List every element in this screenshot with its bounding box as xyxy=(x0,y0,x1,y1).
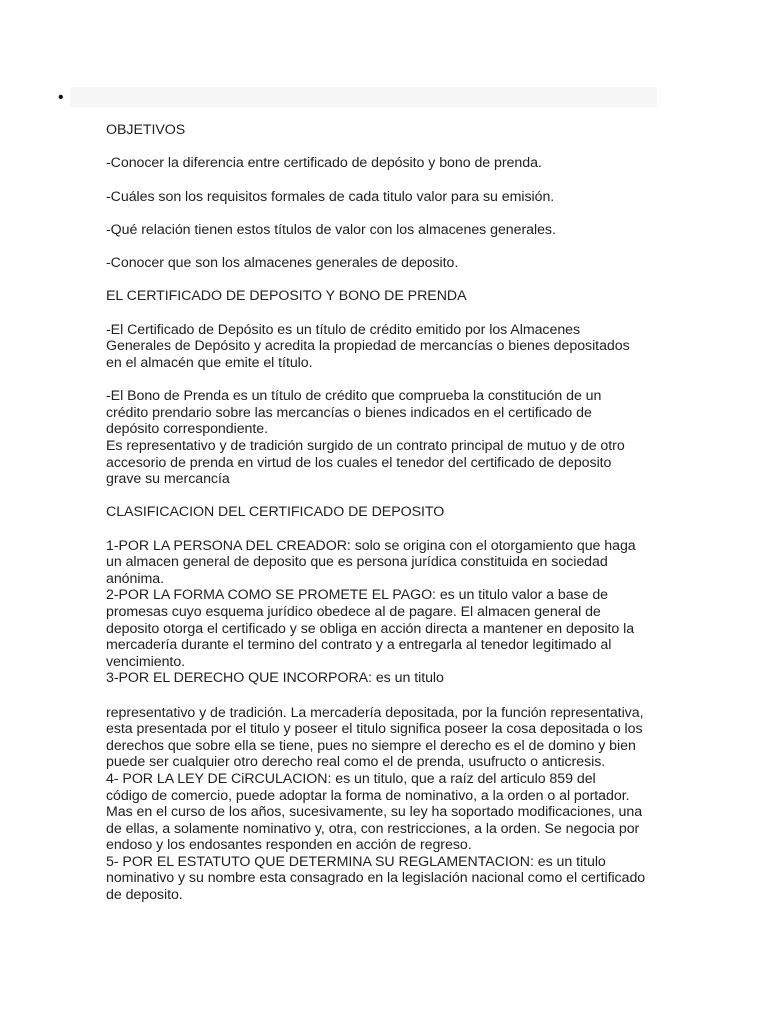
classification-item-2: 2-POR LA FORMA COMO SE PROMETE EL PAGO: es un titulo valor a base de promesas cuyo esquema jurídico obedece al de pagare. El almacen general de deposito otorga el certificado y se obliga en acción directa a mantener en deposito la mercadería durante el termino del contrato y a entregarla al tenedor legitimado al vencimiento. xyxy=(106,587,635,670)
list-bullet-row xyxy=(58,87,658,107)
bullet-icon: • xyxy=(58,89,64,106)
classification-item-1: 1-POR LA PERSONA DEL CREADOR: solo se origina con el otorgamiento que haga un almacen general de deposito que es persona jurídica constituida en sociedad anónima. xyxy=(106,537,636,587)
paragraph-certificado-definition: -El Certificado de Depósito es un título de crédito emitido por los Almacenes Generales de Depósito y acredita la propiedad de mercancías o bienes depositados en el almacén que emite el título. xyxy=(106,321,630,371)
section-heading-clasificacion: CLASIFICACION DEL CERTIFICADO DE DEPOSITO xyxy=(106,504,445,521)
section-heading-certificado: EL CERTIFICADO DE DEPOSITO Y BONO DE PRENDA xyxy=(106,288,467,305)
objective-4: -Conocer que son los almacenes generales de deposito. xyxy=(106,255,459,272)
document-body xyxy=(106,122,666,904)
classification-item-5: 5- POR EL ESTATUTO QUE DETERMINA SU REGLAMENTACION: es un titulo nominativo y su nombre esta consagrado en la legislación nacional como el certificado de deposito. xyxy=(106,853,646,904)
section-heading-objetivos: OBJETIVOS xyxy=(106,122,186,138)
paragraph-bono-definition: -El Bono de Prenda es un título de crédito que comprueba la constitución de un crédito prendario sobre las mercancías o bienes indicados en el certificado de depósito correspondiente. xyxy=(106,388,602,438)
objective-3: -Qué relación tienen estos títulos de valor con los almacenes generales. xyxy=(106,221,556,238)
paragraph-representativo-tradicion: representativo y de tradición. La mercadería depositada, por la función representativa, esta presentada por el titulo y poseer el titulo significa poseer la cosa depositada o los derechos que sobre ella se tiene, pues no siempre el derecho es el de domino y bien puede ser cualquier otro derecho real como el de prenda, usufructo o anticresis. xyxy=(106,704,644,771)
objective-2: -Cuáles son los requisitos formales de cada titulo valor para su emisión. xyxy=(106,188,555,205)
empty-bullet-bar xyxy=(70,87,657,107)
paragraph-representativo: Es representativo y de tradición surgido de un contrato principal de mutuo y de otro accesorio de prenda en virtud de los cuales el tenedor del certificado de deposito grave su mercancía xyxy=(106,437,625,488)
classification-item-3: 3-POR EL DERECHO QUE INCORPORA: es un titulo xyxy=(106,670,444,687)
objective-1: -Conocer la diferencia entre certificado de depósito y bono de prenda. xyxy=(106,155,542,172)
classification-item-4: 4- POR LA LEY DE CiRCULACION: es un titulo, que a raíz del articulo 859 del código de comercio, puede adoptar la forma de nominativo, a la orden o al portador. Mas en el curso de los años, sucesivamente, su ley ha soportado modificaciones, una de ellas, a solamente nominativo y, otra, con restricciones, a la orden. Se negocia por endoso y los endosantes responden en acción de regreso. xyxy=(106,770,643,854)
